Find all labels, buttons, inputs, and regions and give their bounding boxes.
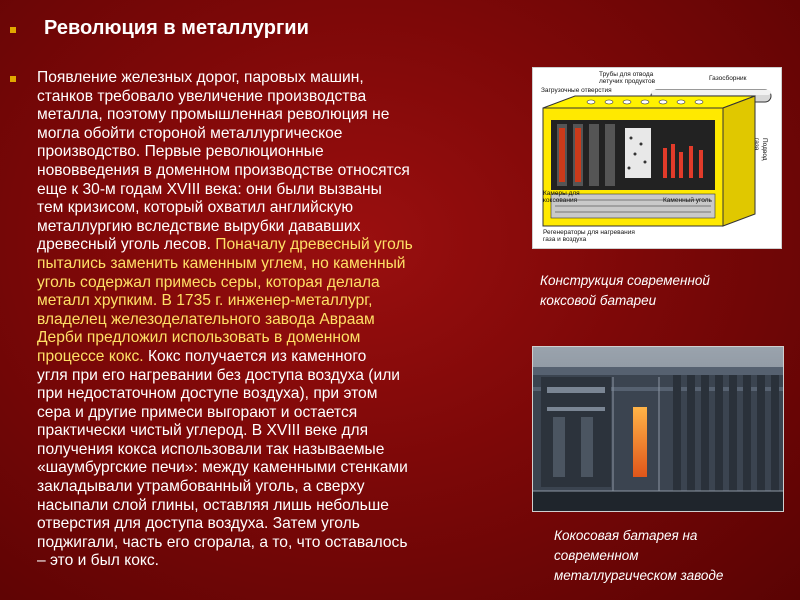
caption-line: Кокосовая батарея на (554, 528, 698, 543)
label-regen: Регенераторы для нагревания (543, 229, 635, 236)
diagram-caption (540, 271, 710, 311)
body-line: пытались заменить каменным углем, но каменный (37, 254, 406, 272)
body-line: Появление железных дорог, паровых машин, (37, 69, 364, 86)
body-line (37, 236, 527, 255)
caption-line: Конструкция современной (540, 273, 710, 288)
body-line: еще к 30-м годам XVIII века: они были вызваны (37, 180, 382, 198)
body-line: металл хрупким. В 1735 г. инженер-металлург, (37, 292, 373, 310)
body-bullet (10, 76, 16, 82)
body-line: производство. Первые революционные (37, 143, 324, 161)
body-line: при недостаточном доступе воздуха), при этом (37, 385, 378, 403)
body-line: Дерби предложил использовать в доменном (37, 329, 361, 347)
body-line (37, 348, 527, 367)
body-line-part: древесный уголь лесов. (37, 236, 216, 254)
body-line: тем кризисом, который охватил английскую (37, 199, 354, 217)
body-line: владелец железоделательного завода Авраам (37, 310, 375, 328)
label-regen-2: газа и воздуха (543, 236, 587, 243)
label-pipes: Трубы для отвода (599, 71, 654, 78)
slide-title: Революция в металлургии (44, 17, 309, 39)
label-coal: Каменный уголь (663, 197, 712, 204)
body-line: металла, поэтому промышленная революция не (37, 106, 390, 124)
label-gas-collector: Газосборник (709, 75, 747, 82)
coke-battery-diagram (532, 67, 782, 249)
body-line: сера и другие примеси выгорают и остается (37, 403, 358, 421)
body-line: практически чистый углерод. В XVIII веке для (37, 422, 369, 440)
body-line: могла обойти стороной металлургическое (37, 124, 343, 142)
body-line: «шаумбургские печи»: между каменными стенками (37, 459, 408, 477)
label-chambers: Камеры для (543, 190, 580, 197)
caption-line: металлургическом заводе (554, 568, 724, 583)
body-line: угля при его нагревании без доступа воздуха (или (37, 366, 401, 384)
body-line: получения кокса использовали так называемые (37, 440, 385, 458)
body-line: поджигали, часть его сгорала, а то, что оставалось (37, 533, 408, 551)
body-line: станков требовало увеличение производства (37, 87, 367, 105)
label-loading: Загрузочные отверстия (541, 87, 612, 94)
body-line: закладывали утрамбованный уголь, а сверху (37, 478, 365, 496)
caption-line: коксовой батареи (540, 293, 657, 308)
coke-plant-photo (532, 346, 784, 512)
caption-line: современном (554, 548, 639, 563)
title-bullet (10, 27, 16, 33)
body-line: насыпали слой глины, оставляя лишь небольше (37, 496, 389, 514)
label-flue-2: газа (753, 138, 760, 151)
label-chambers-2: коксования (543, 197, 578, 204)
body-line-part: Кокс получается из каменного (147, 347, 367, 365)
body-line: металлургию вследствие вырубки дававших (37, 217, 361, 235)
body-line: – это и был кокс. (37, 552, 160, 570)
body-paragraph (37, 69, 527, 571)
body-line: нововведения в доменном производстве относятся (37, 161, 410, 179)
body-line: отверстия для доступа воздуха. Затем уголь (37, 515, 360, 533)
photo-caption (554, 526, 723, 586)
body-line-part: процессе кокс. (37, 347, 148, 365)
body-line-part: Поначалу древесный уголь (215, 236, 413, 254)
body-line: уголь содержал примесь серы, которая делала (37, 273, 380, 291)
label-pipes-2: летучих продуктов (599, 78, 656, 85)
label-flue: Подвод (761, 138, 768, 161)
